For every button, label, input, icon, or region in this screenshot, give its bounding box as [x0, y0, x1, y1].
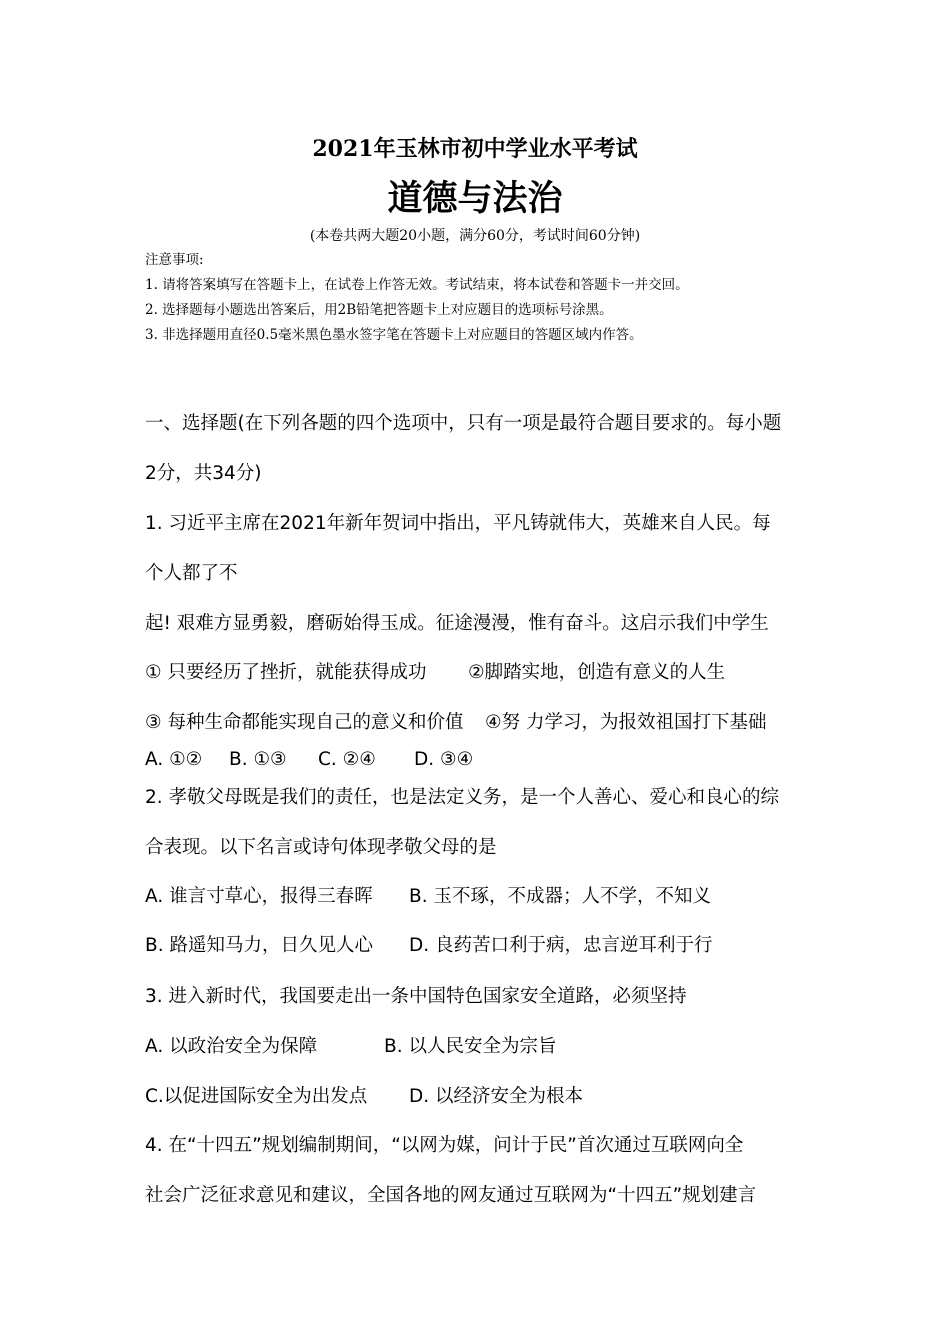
notice-item: 1. 请将答案填写在答题卡上，在试卷上作答无效。考试结束，将本试卷和答题卡一并交回。 [145, 277, 689, 293]
q1-option-a: A. ①② [145, 749, 203, 770]
q2-option-c: B. 路遥知马力，日久见人心 [145, 935, 373, 956]
section-title-cont: 2分，共34分) [145, 463, 262, 484]
exam-info: (本卷共两大题20小题，满分60分，考试时间60分钟) [309, 228, 641, 244]
q3-option-d: D. 以经济安全为根本 [409, 1086, 584, 1107]
q2-option-d: D. 良药苦口利于病，忠言逆耳利于行 [409, 935, 713, 956]
q3-stem: 3. 进入新时代，我国要走出一条中国特色国家安全道路，必须坚持 [145, 986, 687, 1007]
notice-item: 3. 非选择题用直径0.5毫米黑色墨水签字笔在答题卡上对应题目的答题区域内作答。 [145, 327, 643, 343]
q1-option-c: C. ②④ [318, 749, 376, 770]
q1-statement-2: ②脚踏实地，创造有意义的人生 [468, 662, 726, 683]
q3-options-row [145, 1085, 583, 1109]
q1-stem-cont: 个人都了不 [145, 563, 238, 584]
q1-option-d: D. ③④ [414, 749, 474, 770]
q3-option-a: A. 以政治安全为保障 [145, 1036, 318, 1057]
q1-stem-cont: 起! 艰难方显勇毅，磨砺始得玉成。征途漫漫，惟有奋斗。这启示我们中学生 [145, 613, 769, 634]
notice-item: 2. 选择题每小题选出答案后，用2B铅笔把答题卡上对应题目的选项标号涂黑。 [145, 302, 613, 318]
q3-options-row [145, 1035, 556, 1059]
q2-stem: 2. 孝敬父母既是我们的责任，也是法定义务，是一个人善心、爱心和良心的综 [145, 787, 780, 808]
notice-heading: 注意事项: [145, 252, 204, 268]
q2-option-a: A. 谁言寸草心，报得三春晖 [145, 886, 373, 907]
q1-statements-row [145, 661, 725, 685]
q1-option-b: B. ①③ [229, 749, 287, 770]
q3-option-b: B. 以人民安全为宗旨 [384, 1036, 557, 1057]
exam-title: 2021年玉林市初中学业水平考试 [312, 136, 638, 162]
q2-options-row [145, 885, 711, 909]
q1-statement-3: ③ 每种生命都能实现自己的意义和价值 [145, 712, 464, 733]
subject-title: 道德与法治 [387, 178, 563, 219]
q2-stem-cont: 合表现。以下名言或诗句体现孝敬父母的是 [145, 837, 497, 858]
q1-statement-1: ① 只要经历了挫折，就能获得成功 [145, 662, 427, 683]
section-title: 一、选择题(在下列各题的四个选项中，只有一项是最符合题目要求的。每小题 [145, 413, 782, 434]
q1-statement-4: ④努 力学习，为报效祖国打下基础 [485, 712, 767, 733]
q1-statements-row [145, 711, 766, 735]
q1-stem: 1. 习近平主席在2021年新年贺词中指出，平凡铸就伟大，英雄来自人民。每 [145, 513, 771, 534]
q1-options [145, 748, 473, 772]
q2-options-row [145, 934, 713, 958]
q3-option-c: C.以促进国际安全为出发点 [145, 1086, 368, 1107]
q2-option-b: B. 玉不琢，不成器；人不学，不知义 [409, 886, 711, 907]
q4-stem: 4. 在“十四五”规划编制期间，“以网为媒，问计于民”首次通过互联网向全 [145, 1135, 744, 1156]
q4-stem-cont: 社会广泛征求意见和建议，全国各地的网友通过互联网为“十四五”规划建言 [145, 1185, 757, 1206]
